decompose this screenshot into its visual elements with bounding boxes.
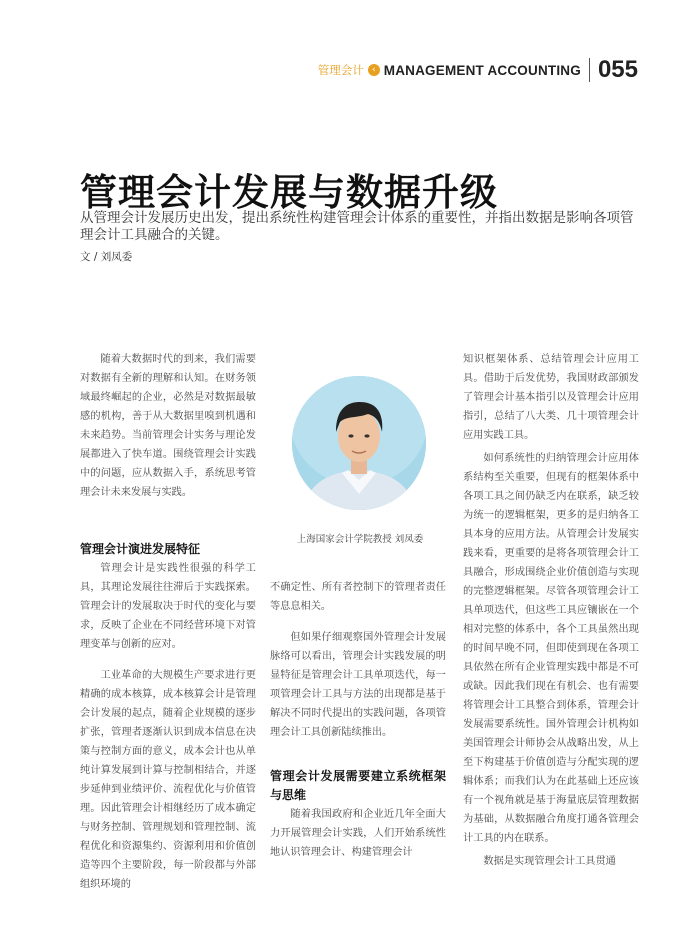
article-subtitle: 从管理会计发展历史出发，提出系统性构建管理会计体系的重要性，并指出数据是影响各项管理会计工具融合的关键。 bbox=[80, 210, 634, 243]
article-byline: 文 / 刘凤委 bbox=[80, 251, 133, 263]
intro-paragraph: 随着大数据时代的到来，我们需要对数据有全新的理解和认知。在财务领域最终崛起的企业，必然是对数据最敏感的机构，善于从大数据里嗅到机遇和未来趋势。当前管理会计实务与理论发展都进入了快车道。围绕管理会计实践中的问题，应从数据入手，系统思考管理会计未来发展与实践。 bbox=[80, 354, 256, 498]
section-heading-1: 管理会计演进发展特征 bbox=[80, 542, 201, 556]
column-1-intro bbox=[80, 350, 256, 502]
page-number: 055 bbox=[597, 56, 638, 83]
portrait-caption: 上海国家会计学院教授 刘凤委 bbox=[296, 534, 424, 545]
header-divider bbox=[589, 58, 590, 82]
chevron-left-icon: ‹ bbox=[368, 64, 380, 76]
paragraph: 如何系统性的归纳管理会计应用体系结构至关重要，但现有的框架体系中各项工具之间仍缺乏内在联系，缺乏较为统一的逻辑框架，更多的是归纳各工具本身的应用方法。从管理会计发展实践来看，更重要的是将各项管理会计工具融合，形成围绕企业价值创造与实现的完整逻辑框架。尽管各项管理会计工具单项迭代，但这些工具应镶嵌在一个相对完整的体系中，各个工具虽然出现的时间早晚不同，但即使到现在各项工具依然在所有企业管理实践中都是不可或缺。因此我们现在有机会、也有需要将管理会计工具整合到体系，管理会计发展需要系统性。国外管理会计机构如美国管理会计师协会从战略出发，从上至下构建基于价值创造与分配实现的逻辑体系；而我们认为在此基础上还应该有一个视角就是基于海量底层管理数据为基础，从数据融合角度打通各管理会计工具的内在联系。 bbox=[463, 453, 639, 844]
paragraph: 管理会计是实践性很强的科学工具，其理论发展往往滞后于实践探索。管理会计的发展取决于时代的变化与要求，反映了企业在不同经营环境下对管理变革与创新的应对。 bbox=[80, 563, 256, 650]
column-1-main bbox=[80, 540, 256, 894]
paragraph: 知识框架体系、总结管理会计应用工具。借助于后发优势，我国财政部颁发了管理会计基本指引以及管理会计应用指引，总结了八大类、几十项管理会计应用实践工具。 bbox=[463, 354, 639, 441]
paragraph: 不确定性、所有者控制下的管理者责任等息息相关。 bbox=[270, 582, 446, 612]
paragraph: 工业革命的大规模生产要求进行更精确的成本核算，成本核算会计是管理会计发展的起点，随着企业规模的逐步扩张，管理者逐渐认识到成本信息在决策与控制方面的意义，成本会计也从单纯计算发展到计算与控制相结合，并逐步延伸到业绩评价、流程优化与价值管理。因此管理会计相继经历了成本确定与财务控制、管理规划和管理控制、流程优化和资源集约、资源利用和价值创造等四个主要阶段，每一阶段都与外部组织环境的 bbox=[80, 670, 256, 890]
section-label-en: MANAGEMENT ACCOUNTING bbox=[383, 62, 581, 78]
paragraph: 随着我国政府和企业近几年全面大力开展管理会计实践，人们开始系统性地认识管理会计、构建管理会计 bbox=[270, 809, 446, 858]
column-2 bbox=[270, 578, 446, 862]
section-label: 管理会计 bbox=[317, 63, 364, 77]
running-header bbox=[318, 56, 638, 84]
paragraph: 数据是实现管理会计工具贯通 bbox=[483, 856, 616, 867]
paragraph: 但如果仔细观察国外管理会计发展脉络可以看出，管理会计实践发展的明显特征是管理会计工具单项迭代，每一项管理会计工具与方法的出现都是基于解决不同时代提出的实践问题，各项管理会计工具创新陆续推出。 bbox=[270, 632, 446, 738]
section-heading-2: 管理会计发展需要建立系统框架与思维 bbox=[270, 769, 446, 802]
author-portrait bbox=[292, 376, 426, 510]
column-3 bbox=[463, 350, 639, 871]
portrait-illustration bbox=[292, 376, 426, 510]
article-title: 管理会计发展与数据升级 bbox=[80, 171, 498, 214]
